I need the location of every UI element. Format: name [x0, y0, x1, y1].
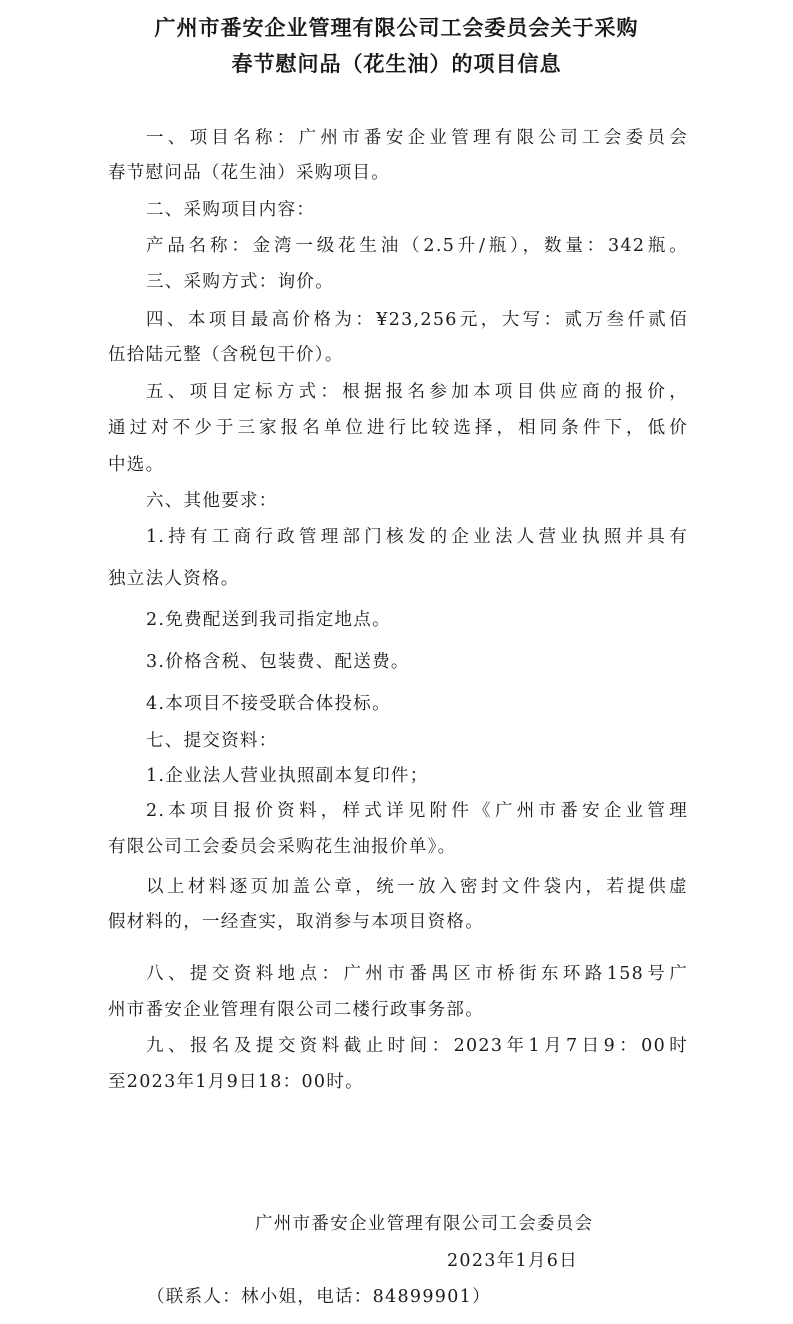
section-6-item-2: 2.免费配送到我司指定地点。 — [146, 610, 391, 630]
section-2-heading: 二、采购项目内容： — [146, 200, 316, 220]
section-6-item-1-line-1: 1.持有工商行政管理部门核发的企业法人营业执照并具有 — [146, 527, 688, 547]
section-4-line-1: 四、本项目最高价格为：¥23,256元，大写：贰万叁仟贰佰 — [146, 310, 688, 330]
signature-organization: 广州市番安企业管理有限公司工会委员会 — [255, 1214, 594, 1234]
section-7-heading: 七、提交资料： — [146, 731, 278, 751]
section-5-line-2: 通过对不少于三家报名单位进行比较选择，相同条件下，低价 — [108, 418, 688, 438]
signature-date: 2023年1月6日 — [447, 1251, 579, 1271]
contact-info: （联系人：林小姐，电话：84899901） — [147, 1287, 491, 1307]
section-7-item-2-line-1: 2.本项目报价资料，样式详见附件《广州市番安企业管理 — [146, 801, 688, 821]
section-1-line-2: 春节慰问品（花生油）采购项目。 — [108, 163, 390, 183]
document-title-line-1: 广州市番安企业管理有限公司工会委员会关于采购 — [154, 15, 639, 40]
section-6-heading: 六、其他要求： — [146, 491, 278, 511]
section-6-item-1-line-2: 独立法人资格。 — [108, 569, 240, 589]
section-4-line-2: 伍拾陆元整（含税包干价）。 — [108, 345, 344, 365]
section-9-line-2: 至2023年1月9日18：00时。 — [108, 1072, 364, 1092]
section-8-line-1: 八、提交资料地点：广州市番禺区市桥街东环路158号广 — [146, 964, 688, 984]
section-7-item-1: 1.企业法人营业执照副本复印件； — [146, 766, 429, 786]
section-8-line-2: 州市番安企业管理有限公司二楼行政事务部。 — [108, 1000, 484, 1020]
section-3-procurement-method: 三、采购方式：询价。 — [146, 272, 334, 292]
section-7-item-2-line-2: 有限公司工会委员会采购花生油报价单》。 — [108, 837, 457, 857]
section-2-product: 产品名称：金湾一级花生油（2.5升/瓶），数量：342瓶。 — [146, 236, 688, 256]
section-5-line-1: 五、项目定标方式：根据报名参加本项目供应商的报价， — [146, 382, 688, 402]
section-5-line-3: 中选。 — [108, 455, 165, 475]
section-9-line-1: 九、报名及提交资料截止时间：2023年1月7日9：00时 — [146, 1036, 688, 1056]
section-7-note-line-1: 以上材料逐页加盖公章，统一放入密封文件袋内，若提供虚 — [146, 877, 688, 897]
section-1-line-1: 一、项目名称：广州市番安企业管理有限公司工会委员会 — [146, 128, 688, 148]
document-title-line-2: 春节慰问品（花生油）的项目信息 — [231, 51, 562, 76]
section-6-item-4: 4.本项目不接受联合体投标。 — [146, 694, 391, 714]
section-7-note-line-2: 假材料的，一经查实，取消参与本项目资格。 — [108, 912, 484, 932]
section-6-item-3: 3.价格含税、包装费、配送费。 — [146, 652, 410, 672]
